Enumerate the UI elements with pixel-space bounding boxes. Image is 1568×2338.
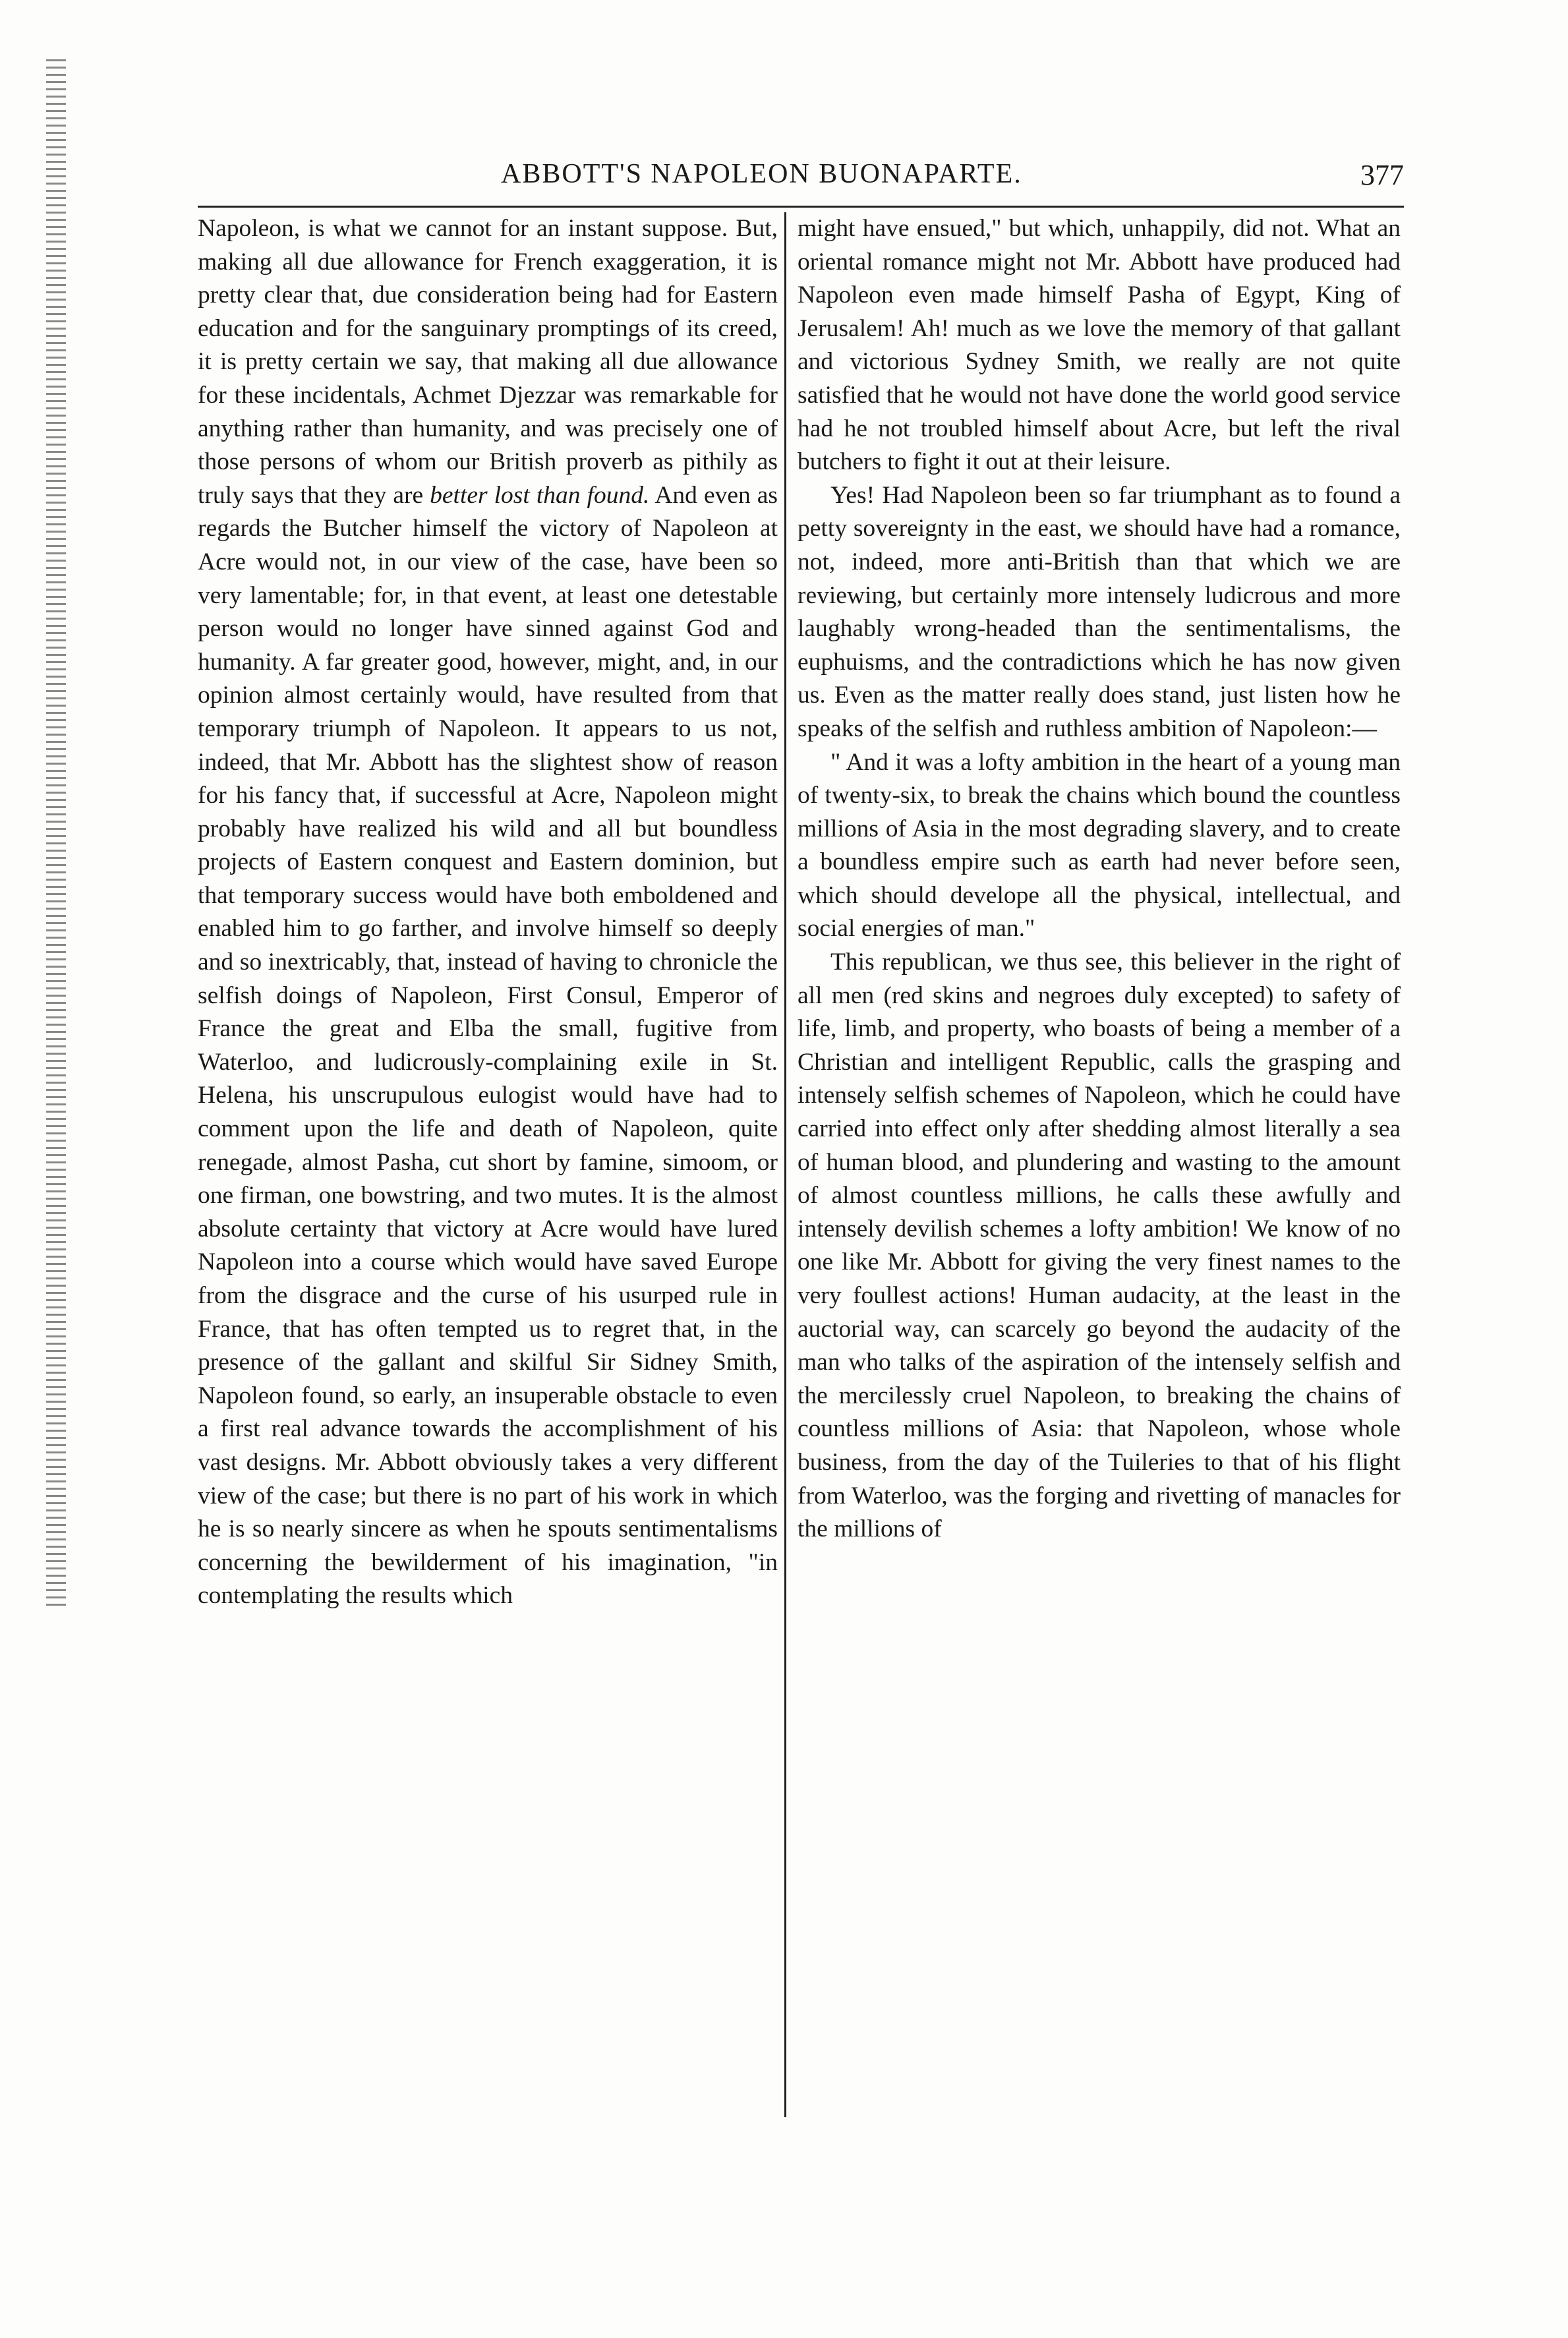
right-paragraph-2: Yes! Had Napoleon been so far triumphant as to found a petty sovereignty in the east, we should have had a romance, not, indeed, more anti-British than that which we are reviewing, but certainly more intensely ludicrous and more laughably wrong-headed than the sentimentalisms, the euphuisms, and the contradictions which he has now given us. Even as the matter really does stand, just listen how he speaks of the selfish and ruthless ambition of Napoleon:—: [798, 481, 1401, 742]
right-column: [798, 212, 1401, 1546]
page-header: [198, 158, 1404, 198]
left-paragraph-1: [198, 212, 778, 1613]
page-number: 377: [1360, 159, 1404, 191]
right-paragraph-1: might have ensued," but which, unhappily, did not. What an oriental romance might not Mr. Abbott have produced had Napoleon even made himself Pasha of Egypt, King of Jerusalem! Ah! much as we love the memory of that gallant and victorious Sydney Smith, we really are not quite satisfied that he would not have done the world good service had he not troubled himself about Acre, but left the rival butchers to fight it out at their leisure.: [798, 215, 1401, 476]
running-title: ABBOTT'S NAPOLEON BUONAPARTE.: [501, 159, 1022, 189]
left-paragraph-1-italic: better lost than found.: [430, 481, 650, 509]
page-binding-edge: [46, 59, 66, 1608]
right-paragraph-4: This republican, we thus see, this believer in the right of all men (red skins and negroes duly excepted) to safety of life, limb, and property, who boasts of being a member of a Christian and intelligent Republic, calls the grasping and intensely selfish schemes of Napoleon, which he could have carried into effect only after shedding almost literally a sea of human blood, and plundering and wasting to the amount of almost countless millions, he calls these awfully and intensely devilish schemes a lofty ambition! We know of no one like Mr. Abbott for giving the very finest names to the very foullest actions! Human audacity, at the least in the auctorial way, can scarcely go beyond the audacity of the man who talks of the aspiration of the intensely selfish and the mercilessly cruel Napoleon, to breaking the chains of countless millions of Asia: that Napoleon, whose whole business, from the day of the Tuileries to that of his flight from Waterloo, was the forging and rivetting of manacles for the millions of: [798, 949, 1401, 1543]
left-column: [198, 212, 778, 1613]
header-rule: [198, 206, 1404, 208]
left-paragraph-1-text-a: Napoleon, is what we cannot for an instant suppose. But, making all due allowance for French exaggeration, it is pretty clear that, due consideration being had for Eastern education and for the sanguinary promptings of its creed, it is pretty certain we say, that making all due allowance for these incidentals, Achmet Djezzar was remarkable for anything rather than humanity, and was precisely one of those persons of whom our British proverb as pithily as truly says that they are: [198, 215, 778, 509]
left-paragraph-1-text-b: And even as regards the Butcher himself the victory of Napoleon at Acre would not, in our view of the case, have been so very lamentable; for, in that event, at least one detestable person would no longer have sinned against God and humanity. A far greater good, however, might, and, in our opinion almost certainly would, have resulted from that temporary triumph of Napoleon. It appears to us not, indeed, that Mr. Abbott has the slightest show of reason for his fancy that, if successful at Acre, Napoleon might probably have realized his wild and all but boundless projects of Eastern conquest and Eastern dominion, but that temporary success would have both emboldened and enabled him to go farther, and involve himself so deeply and so inextricably, that, instead of having to chronicle the selfish doings of Napoleon, First Consul, Emperor of France the great and Elba the small, fugitive from Waterloo, and ludicrously-complaining exile in St. Helena, his unscrupulous eulogist would have had to comment upon the life and death of Napoleon, quite renegade, almost Pasha, cut short by famine, simoom, or one firman, one bowstring, and two mutes. It is the almost absolute certainty that victory at Acre would have lured Napoleon into a course which would have saved Europe from the disgrace and the curse of his usurped rule in France, that has often tempted us to regret that, in the presence of the gallant and skilful Sir Sidney Smith, Napoleon found, so early, an insuperable obstacle to even a first real advance towards the accomplishment of his vast designs. Mr. Abbott obviously takes a very different view of the case; but there is no part of his work in which he is so nearly sincere as when he spouts sentimentalisms concerning the bewilderment of his imagination, "in contemplating the results which: [198, 481, 778, 1610]
right-paragraph-3-quotation: " And it was a lofty ambition in the heart of a young man of twenty-six, to break the chains which bound the countless millions of Asia in the most degrading slavery, and to create a boundless empire such as earth had never before seen, which should develope all the physical, intellectual, and social energies of man.": [798, 748, 1401, 943]
column-divider: [784, 212, 786, 2117]
